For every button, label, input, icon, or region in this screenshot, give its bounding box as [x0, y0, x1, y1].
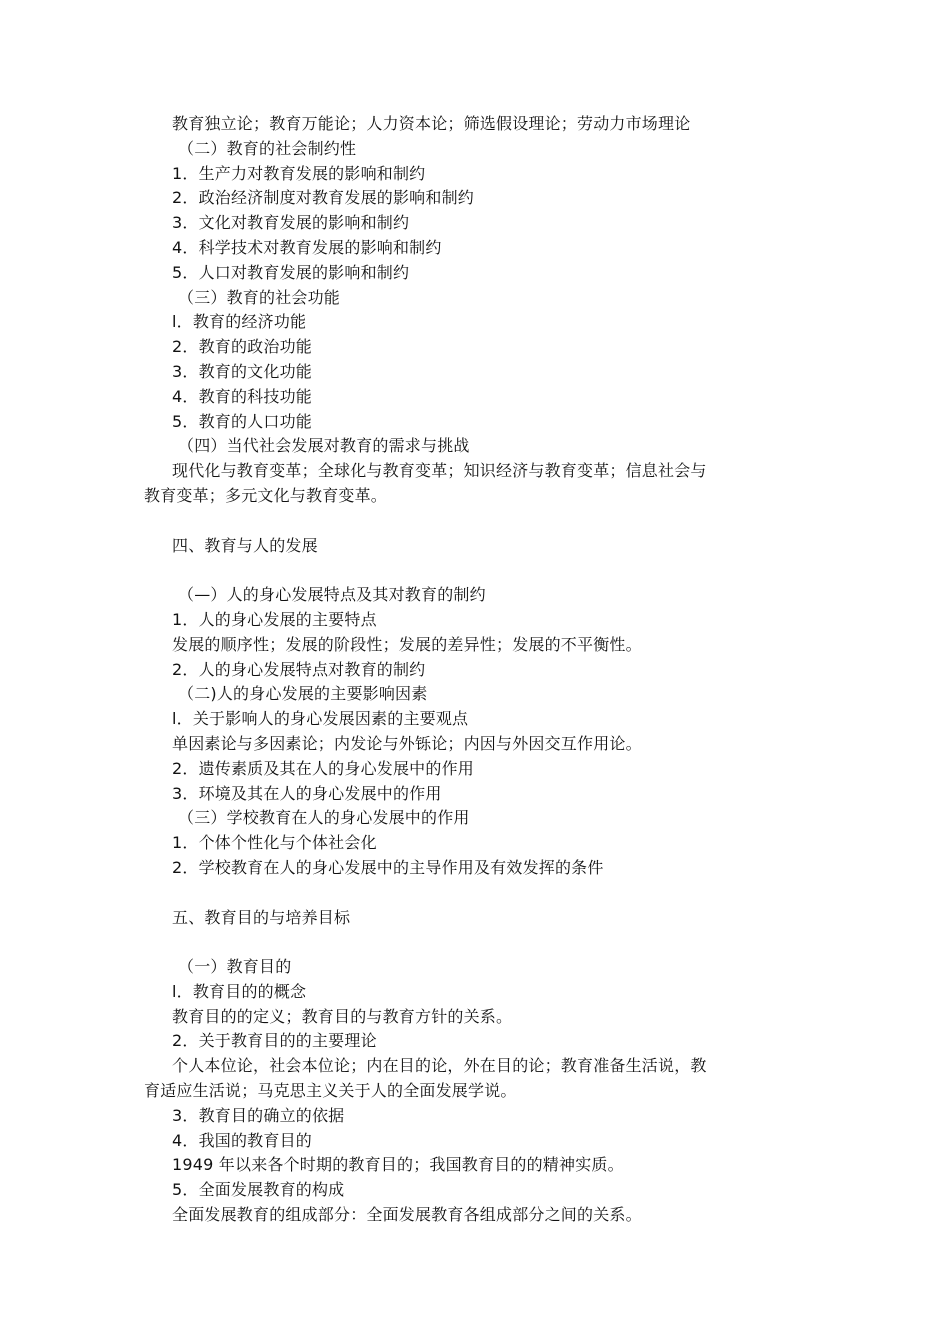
spacer: [0, 930, 950, 955]
list-item: 1．人的身心发展的主要特点: [172, 609, 377, 629]
list-item: 5．教育的人口功能: [172, 411, 312, 431]
list-item: 1．生产力对教育发展的影响和制约: [172, 163, 426, 183]
section-subheading: （二）教育的社会制约性: [178, 138, 357, 158]
document-page: [0, 112, 950, 1228]
text-line: 育适应生活说；马克思主义关于人的全面发展学说。: [144, 1081, 517, 1101]
text-line: 教育目的的定义；教育目的与教育方针的关系。: [172, 1006, 513, 1026]
section-subheading: （一）教育目的: [178, 957, 292, 977]
list-item: 5．全面发展教育的构成: [172, 1180, 345, 1200]
list-item: 1．个体个性化与个体社会化: [172, 833, 377, 853]
list-item: 3．教育目的确立的依据: [172, 1105, 345, 1125]
list-item: l．教育目的的概念: [172, 981, 307, 1001]
text-line: 1949 年以来各个时期的教育目的；我国教育目的的精神实质。: [172, 1155, 624, 1175]
list-item: 2．教育的政治功能: [172, 337, 312, 357]
section-subheading: （三）学校教育在人的身心发展中的作用: [178, 808, 470, 828]
text-line: 教育变革；多元文化与教育变革。: [144, 485, 388, 505]
list-item: 2．学校教育在人的身心发展中的主导作用及有效发挥的条件: [172, 857, 604, 877]
section-subheading: （—）人的身心发展特点及其对教育的制约: [178, 585, 486, 605]
list-item: 3．教育的文化功能: [172, 361, 312, 381]
text-line: 单因素论与多因素论；内发论与外铄论；内因与外因交互作用论。: [172, 733, 642, 753]
list-item: l．关于影响人的身心发展因素的主要观点: [172, 709, 469, 729]
spacer: [0, 881, 950, 906]
list-item: 2．人的身心发展特点对教育的制约: [172, 659, 426, 679]
section-subheading: （二)人的身心发展的主要影响因素: [178, 684, 428, 704]
list-item: 2．关于教育目的的主要理论: [172, 1031, 377, 1051]
section-subheading: （四）当代社会发展对教育的需求与挑战: [178, 436, 470, 456]
list-item: 3．文化对教育发展的影响和制约: [172, 213, 410, 233]
list-item: 5．人口对教育发展的影响和制约: [172, 262, 410, 282]
list-item: 3．环境及其在人的身心发展中的作用: [172, 783, 442, 803]
text-line: 教育独立论；教育万能论；人力资本论；筛选假设理论；劳动力市场理论: [172, 114, 691, 133]
text-line: 现代化与教育变革；全球化与教育变革；知识经济与教育变革；信息社会与: [172, 461, 707, 481]
list-item: 4．我国的教育目的: [172, 1130, 312, 1150]
list-item: 2．政治经济制度对教育发展的影响和制约: [172, 188, 474, 208]
section-subheading: （三）教育的社会功能: [178, 287, 341, 307]
section-heading: 四、教育与人的发展: [172, 535, 318, 555]
text-line: 发展的顺序性；发展的阶段性；发展的差异性；发展的不平衡性。: [172, 634, 642, 654]
spacer: [0, 509, 950, 534]
list-item: l．教育的经济功能: [172, 312, 307, 332]
text-line: 全面发展教育的组成部分：全面发展教育各组成部分之间的关系。: [172, 1205, 642, 1225]
text-line: 个人本位论，社会本位论；内在目的论，外在目的论；教育准备生活说，教: [172, 1056, 707, 1076]
list-item: 2．遗传素质及其在人的身心发展中的作用: [172, 758, 474, 778]
list-item: 4．科学技术对教育发展的影响和制约: [172, 237, 442, 257]
list-item: 4．教育的科技功能: [172, 386, 312, 406]
section-heading: 五、教育目的与培养目标: [172, 907, 351, 927]
spacer: [0, 558, 950, 583]
